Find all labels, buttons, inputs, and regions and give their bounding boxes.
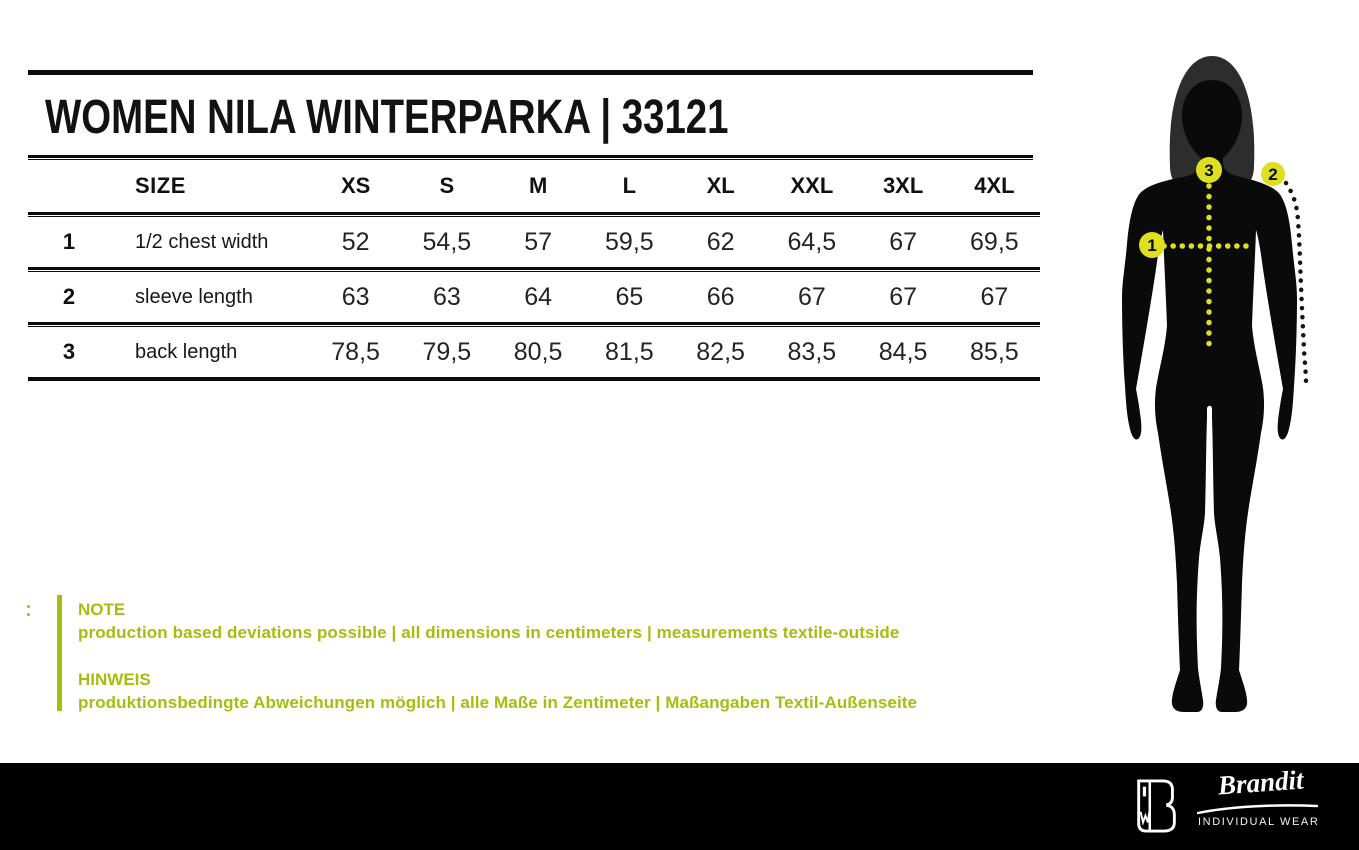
table-row-back-length (28, 327, 1040, 377)
size-table (28, 160, 1040, 381)
value-cell: 62 (706, 227, 735, 256)
value-cell: 59,5 (605, 227, 654, 256)
measurement-figure (1100, 20, 1340, 770)
value-cell: 64,5 (787, 227, 837, 256)
value-cell: 69,5 (970, 227, 1019, 256)
value-cell: 84,5 (878, 337, 928, 366)
hinweis-heading: HINWEIS (78, 670, 151, 689)
size-header-xl: XL (706, 173, 735, 198)
note-edge-dot (27, 605, 30, 608)
size-header-m: M (528, 173, 548, 198)
value-cell: 67 (980, 282, 1009, 311)
row-label: 1/2 chest width (135, 230, 269, 253)
hinweis-text: produktionsbedingte Abweichungen möglich | alle Maße in Zentimeter | Maßangaben Textil-Außenseite (78, 693, 918, 712)
svg-text:1: 1 (1147, 236, 1157, 255)
value-cell: 67 (889, 282, 918, 311)
row-number: 3 (62, 339, 76, 364)
value-cell: 79,5 (422, 337, 472, 366)
row-number: 2 (62, 284, 76, 309)
title-top-rule (28, 70, 1033, 75)
brandit-underline-swoosh (1197, 803, 1319, 815)
table-row-sleeve-length (28, 272, 1040, 322)
measurement-marker-2 (1261, 162, 1285, 186)
table-row-chest-width (28, 217, 1040, 267)
value-cell: 82,5 (696, 337, 745, 366)
value-cell: 52 (341, 227, 370, 256)
value-cell: 81,5 (605, 337, 654, 366)
measurement-marker-1 (1139, 232, 1165, 258)
value-cell: 63 (432, 282, 461, 311)
value-cell: 54,5 (422, 227, 472, 256)
size-header-3xl: 3XL (882, 173, 924, 198)
brandit-b-logo-icon (1135, 779, 1179, 833)
size-header-xxl: XXL (790, 173, 834, 198)
note-heading: NOTE (78, 600, 126, 619)
note-text: production based deviations possible | all dimensions in centimeters | measurements textile-outside (78, 623, 900, 642)
value-cell: 57 (524, 227, 553, 256)
value-cell: 67 (889, 227, 918, 256)
table-bottom-rule (28, 377, 1040, 381)
value-cell: 85,5 (970, 337, 1019, 366)
svg-text:2: 2 (1268, 165, 1278, 184)
value-cell: 64 (524, 282, 553, 311)
size-table-header-row (28, 160, 1040, 212)
value-cell: 66 (706, 282, 735, 311)
value-cell: 67 (797, 282, 826, 311)
row-number: 1 (62, 229, 76, 254)
svg-text:3: 3 (1204, 161, 1214, 180)
note-edge-dot (27, 613, 30, 616)
value-cell: 63 (341, 282, 370, 311)
row-label: sleeve length (135, 285, 253, 308)
size-header-4xl: 4XL (974, 173, 1015, 198)
value-cell: 80,5 (513, 337, 563, 366)
size-header-s: S (439, 173, 455, 198)
measurement-marker-3 (1196, 157, 1222, 183)
value-cell: 83,5 (787, 337, 837, 366)
brandit-tagline: INDIVIDUAL WEAR (1198, 816, 1320, 828)
size-header-xs: XS (340, 173, 371, 198)
brandit-wordmark: Brandit (1217, 764, 1305, 801)
size-header-l: L (622, 173, 637, 198)
note-accent-bar (57, 595, 62, 711)
size-column-header: SIZE (135, 173, 186, 198)
page-title: WOMEN NILA WINTERPARKA | 33121 (45, 91, 729, 144)
value-cell: 65 (615, 282, 644, 311)
value-cell: 78,5 (331, 337, 380, 366)
row-label: back length (135, 340, 238, 363)
